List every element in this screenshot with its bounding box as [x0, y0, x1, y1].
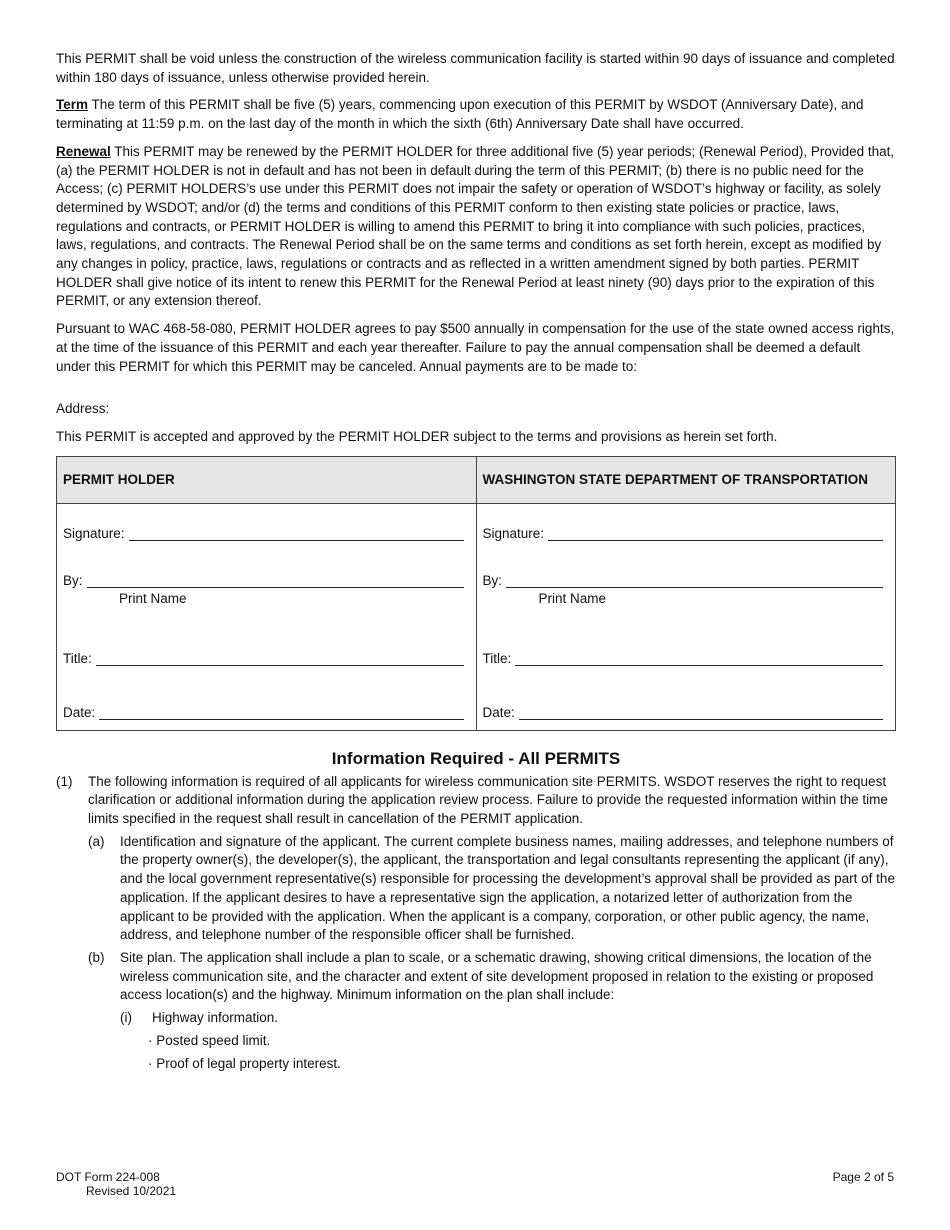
info-item-b [88, 949, 896, 1005]
item-number: (b) [88, 949, 105, 965]
page-number: Page 2 of 5 [832, 1170, 894, 1184]
renewal-paragraph [56, 143, 896, 311]
address-label: Address: [56, 401, 110, 417]
info-item-1 [56, 773, 896, 829]
term-paragraph [56, 96, 896, 133]
item-text: Site plan. The application shall include a plan to scale, or a schematic drawing, showing critical dimensions, the location of the wireless communication site, and the character and extent of site development proposed in relation to the existing or proposed access location(s) and the highway. Minimum information on the plan shall include: [120, 949, 874, 1003]
print-name-label: Print Name [538, 590, 607, 606]
by-label: By: [482, 572, 503, 588]
item-text: Identification and signature of the applicant. The current complete business names, mailing addresses, and telephone numbers of the property owner(s), the developer(s), the applicant, the transportation and legal consultants representing the applicant (if any), and the local government representative(s) responsible for processing the development’s approval shall be provided as part of the application. If the applicant desires to have a representative sign the application, a notarized letter of authorization from the applicant to be provided with the application. When the applicant is a company, corporation, or other public agency, the name, address, and telephone number of the responsible officer shall be furnished. [120, 833, 895, 943]
permit-holder-cell [57, 503, 477, 730]
renewal-heading: Renewal [56, 143, 111, 159]
signature-line[interactable] [548, 526, 883, 541]
form-number: DOT Form 224-008 [56, 1170, 160, 1184]
term-body: The term of this PERMIT shall be five (5) years, commencing upon execution of this PERMIT by WSDOT (Anniversary Date), and terminating at 11:59 p.m. on the last day of the month in which the sixth (6th) Anniversary Date shall have occurred. [56, 97, 864, 132]
by-label: By: [63, 572, 83, 588]
accepted-paragraph: This PERMIT is accepted and approved by the PERMIT HOLDER subject to the terms and provisions as herein set forth. [56, 428, 778, 444]
document-page [56, 50, 896, 1077]
info-item-a [88, 833, 896, 945]
title-label: Title: [482, 650, 512, 666]
signature-label: Signature: [482, 525, 545, 541]
footer-form-info [56, 1170, 176, 1198]
term-heading: Term [56, 97, 89, 113]
item-number: (1) [56, 773, 73, 789]
revision-date: Revised 10/2021 [86, 1184, 177, 1198]
bullet-speed-limit: · Posted speed limit. [148, 1032, 271, 1048]
signature-table [56, 456, 896, 731]
print-name-label: Print Name [119, 590, 187, 606]
date-label: Date: [482, 704, 515, 720]
signature-label: Signature: [63, 525, 125, 541]
by-line[interactable] [87, 573, 464, 588]
date-label: Date: [63, 704, 96, 720]
permit-holder-header: PERMIT HOLDER [57, 456, 477, 503]
wsdot-cell [476, 503, 896, 730]
info-item-i [120, 1009, 896, 1028]
renewal-body: This PERMIT may be renewed by the PERMIT HOLDER for three additional five (5) year periods; (Renewal Period), Provided that, (a) the PERMIT HOLDER is not in default and has not been in default during the term of this PERMIT; (b) there is no public need for the Access; (c) PERMIT HOLDERS’s use under this PERMIT does not impair the safety or operation of WSDOT’s highway or facility, as solely determined by WSDOT; and/or (d) the terms and conditions of this PERMIT conform to then existing state policies or practice, laws, regulations and contracts, or PERMIT HOLDER is willing to amend this PERMIT to bring it into compliance with such policies, practices, laws, regulations, and contracts. The Renewal Period shall be on the same terms and conditions as set forth herein, except as modified by any changes in policy, practice, laws, regulations or contracts and as reflected in a written amendment signed by both parties. PERMIT HOLDER shall give notice of its intent to renew this PERMIT for the Renewal Period at least ninety (90) days prior to the expiration of this PERMIT, or any extension thereof. [56, 143, 895, 309]
item-number: (i) [120, 1010, 132, 1026]
title-label: Title: [63, 650, 92, 666]
title-line[interactable] [515, 651, 883, 666]
item-number: (a) [88, 833, 105, 849]
bullet-property-interest: · Proof of legal property interest. [148, 1055, 341, 1071]
item-text: The following information is required of all applicants for wireless communication site PERMITS. WSDOT reserves the right to request clarification or additional information during the application review process. Failure to provide the requested information within the time limits specified in the request shall result in cancellation of the PERMIT application. [88, 773, 888, 827]
item-text: Highway information. [152, 1010, 279, 1026]
signature-line[interactable] [129, 526, 464, 541]
wsdot-header: WASHINGTON STATE DEPARTMENT OF TRANSPORTATION [476, 456, 896, 503]
pursuant-paragraph: Pursuant to WAC 468-58-080, PERMIT HOLDER agrees to pay $500 annually in compensation for the use of the state owned access rights, at the time of the issuance of this PERMIT and each year thereafter. Failure to pay the annual compensation shall be deemed a default under this PERMIT for which this PERMIT may be canceled. Annual payments are to be made to: [56, 321, 895, 374]
void-paragraph: This PERMIT shall be void unless the construction of the wireless communication facility is started within 90 days of issuance and completed within 180 days of issuance, unless otherwise provided herein. [56, 51, 895, 85]
date-line[interactable] [99, 705, 463, 720]
title-line[interactable] [96, 651, 464, 666]
by-line[interactable] [506, 573, 883, 588]
info-heading: Information Required - All PERMITS [331, 748, 621, 768]
date-line[interactable] [519, 705, 883, 720]
